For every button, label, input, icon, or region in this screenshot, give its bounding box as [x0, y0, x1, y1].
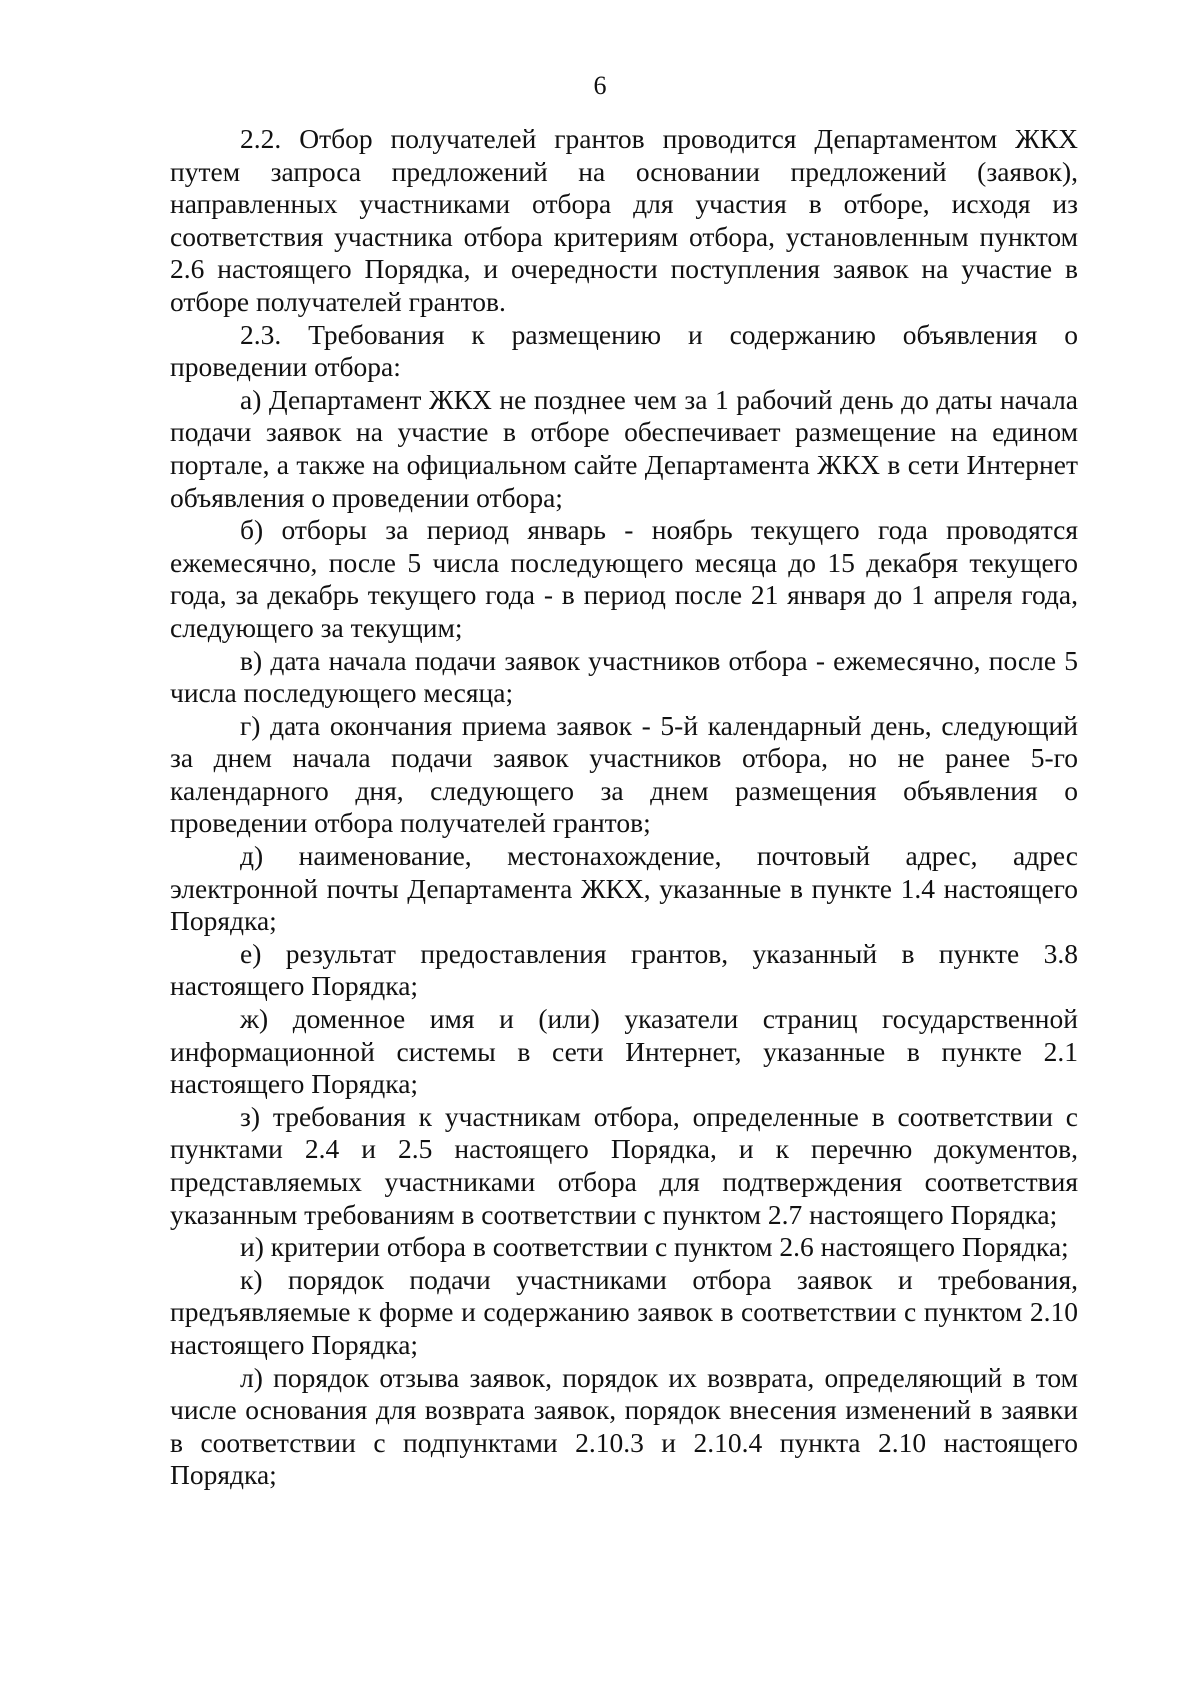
page-number: 6	[593, 71, 607, 100]
paragraph-2-2: 2.2. Отбор получателей грантов проводится Департаментом ЖКХ путем запроса предложений на основании предложений (заявок), направленных участниками отбора для участия в отборе, исходя из соответствия участника отбора критериям отбора, установленным пунктом 2.6 настоящего Порядка, и очередности поступления заявок на участие в отборе получателей грантов.	[170, 123, 1078, 317]
paragraph-2-3-zh: ж) доменное имя и (или) указатели страниц государственной информационной системы в сети Интернет, указанные в пункте 2.1 настоящего Порядка;	[170, 1003, 1078, 1100]
paragraph-2-3-k: к) порядок подачи участниками отбора заявок и требования, предъявляемые к форме и содержанию заявок в соответствии с пунктом 2.10 настоящего Порядка;	[170, 1263, 1078, 1360]
paragraph-2-3-g: г) дата окончания приема заявок - 5-й календарный день, следующий за днем начала подачи заявок участников отбора, но не ранее 5-го календарного дня, следующего за днем размещения объявления о проведении отбора получателей грантов;	[170, 709, 1078, 839]
paragraph-2-3-a: а) Департамент ЖКХ не позднее чем за 1 рабочий день до даты начала подачи заявок на участие в отборе обеспечивает размещение на едином портале, а также на официальном сайте Департамента ЖКХ в сети Интернет объявления о проведении отбора;	[170, 383, 1078, 513]
paragraph-2-3-v: в) дата начала подачи заявок участников отбора - ежемесячно, после 5 числа последующего месяца;	[170, 644, 1078, 709]
paragraph-2-3-i: и) критерии отбора в соответствии с пунктом 2.6 настоящего Порядка;	[240, 1231, 1069, 1263]
paragraph-2-3-d: д) наименование, местонахождение, почтовый адрес, адрес электронной почты Департамента ЖКХ, указанные в пункте 1.4 настоящего Порядка;	[170, 840, 1078, 937]
paragraph-2-3-b: б) отборы за период январь - ноябрь текущего года проводятся ежемесячно, после 5 числа последующего месяца до 15 декабря текущего года, за декабрь текущего года - в период после 21 января до 1 апреля года, следующего за текущим;	[170, 514, 1078, 643]
paragraph-2-3-z: з) требования к участникам отбора, определенные в соответствии с пунктами 2.4 и 2.5 настоящего Порядка, и к перечню документов, представляемых участниками отбора для подтверждения соответствия указанным требованиям в соответствии с пунктом 2.7 настоящего Порядка;	[170, 1100, 1078, 1230]
paragraph-2-3: 2.3. Требования к размещению и содержанию объявления о проведении отбора:	[170, 318, 1078, 383]
paragraph-2-3-e: е) результат предоставления грантов, указанный в пункте 3.8 настоящего Порядка;	[170, 937, 1078, 1002]
paragraph-2-3-l: л) порядок отзыва заявок, порядок их возврата, определяющий в том числе основания для возврата заявок, порядок внесения изменений в заявки в соответствии с подпунктами 2.10.3 и 2.10.4 пункта 2.10 настоящего Порядка;	[170, 1361, 1078, 1491]
document-body	[170, 123, 1078, 1492]
